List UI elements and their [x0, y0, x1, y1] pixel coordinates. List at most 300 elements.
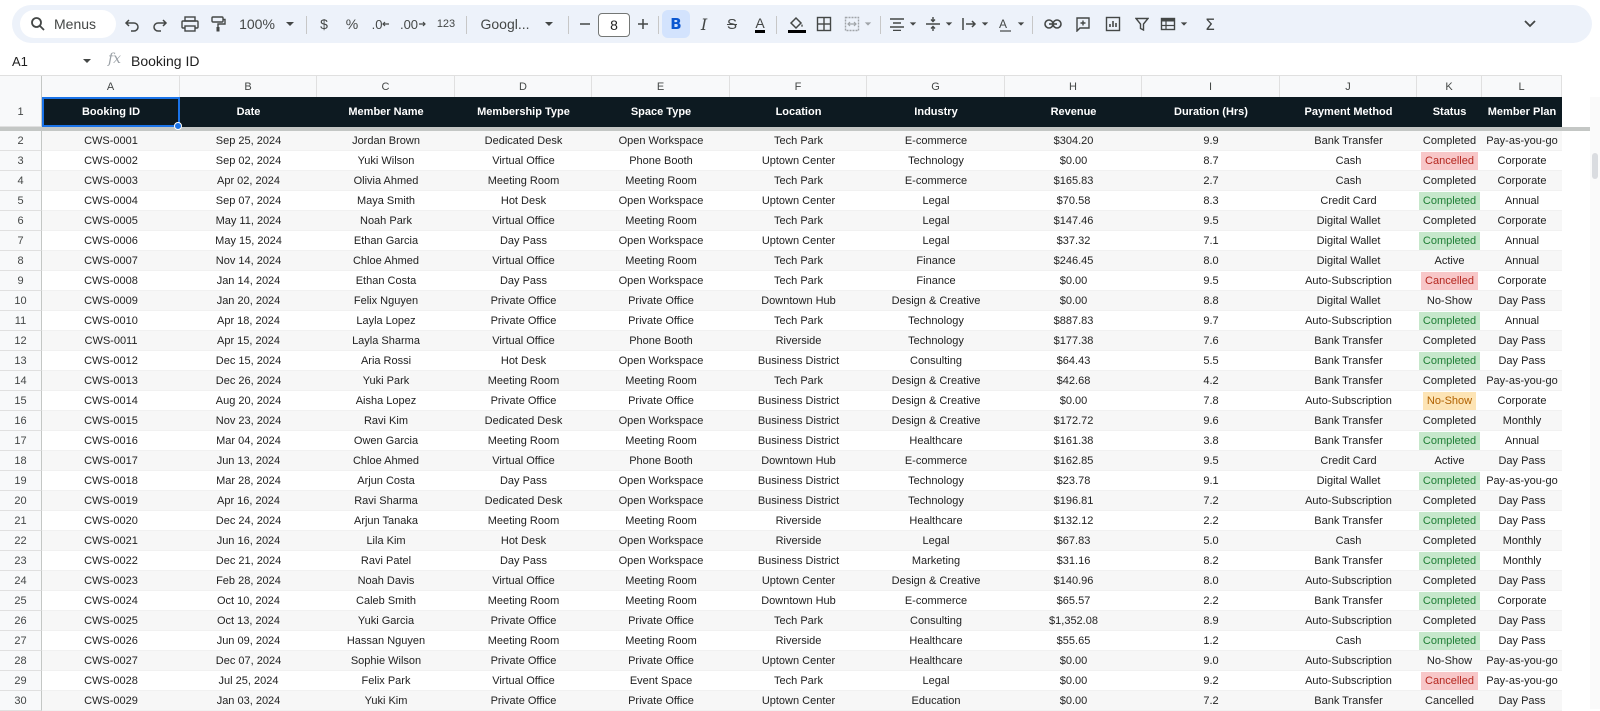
table-cell[interactable]: CWS-0005 [42, 211, 180, 231]
table-cell[interactable]: Bank Transfer [1280, 371, 1417, 391]
zoom-select[interactable] [236, 5, 298, 43]
table-cell[interactable]: Annual [1482, 431, 1562, 451]
row-number[interactable]: 3 [0, 151, 42, 171]
table-cell[interactable]: Arjun Costa [317, 471, 455, 491]
undo-button[interactable] [120, 5, 144, 43]
row-number[interactable]: 22 [0, 531, 42, 551]
print-button[interactable] [178, 5, 202, 43]
borders-button[interactable] [812, 5, 836, 43]
table-cell[interactable]: Corporate [1482, 211, 1562, 231]
table-cell[interactable]: Day Pass [455, 471, 592, 491]
table-cell[interactable]: Bank Transfer [1280, 431, 1417, 451]
table-cell[interactable]: $140.96 [1005, 571, 1142, 591]
table-cell[interactable]: Marketing [867, 551, 1005, 571]
row-number[interactable]: 25 [0, 591, 42, 611]
insert-chart-button[interactable] [1100, 5, 1126, 43]
table-cell[interactable]: Open Workspace [592, 191, 730, 211]
table-cell[interactable]: 9.0 [1142, 651, 1280, 671]
table-cell[interactable]: Yuki Kim [317, 691, 455, 711]
table-cell[interactable]: Hot Desk [455, 351, 592, 371]
table-cell[interactable]: $0.00 [1005, 151, 1142, 171]
table-cell[interactable]: $42.68 [1005, 371, 1142, 391]
table-cell[interactable]: Private Office [592, 651, 730, 671]
table-cell[interactable] [1417, 671, 1482, 691]
table-cell[interactable]: $67.83 [1005, 531, 1142, 551]
column-header-i[interactable]: I [1142, 76, 1280, 98]
functions-button[interactable] [1198, 5, 1222, 43]
table-cell[interactable]: Business District [730, 431, 867, 451]
table-cell[interactable]: Nov 23, 2024 [180, 411, 317, 431]
table-cell[interactable]: Annual [1482, 191, 1562, 211]
table-cell[interactable]: $37.32 [1005, 231, 1142, 251]
table-cell[interactable]: Finance [867, 271, 1005, 291]
table-cell[interactable]: CWS-0029 [42, 691, 180, 711]
table-cell[interactable]: Dec 21, 2024 [180, 551, 317, 571]
table-cell[interactable]: $23.78 [1005, 471, 1142, 491]
table-cell[interactable] [1417, 411, 1482, 431]
strikethrough-button[interactable] [720, 5, 744, 43]
column-header-d[interactable]: D [455, 76, 592, 98]
table-cell[interactable] [1417, 391, 1482, 411]
table-cell[interactable]: Private Office [592, 311, 730, 331]
table-cell[interactable]: Open Workspace [592, 491, 730, 511]
table-view-button[interactable] [1156, 5, 1192, 43]
table-cell[interactable]: Open Workspace [592, 471, 730, 491]
table-cell[interactable]: Meeting Room [592, 171, 730, 191]
table-cell[interactable]: E-commerce [867, 451, 1005, 471]
row-number[interactable]: 27 [0, 631, 42, 651]
table-cell[interactable]: Dedicated Desk [455, 131, 592, 151]
insert-link-button[interactable] [1040, 5, 1066, 43]
table-cell[interactable]: Ethan Costa [317, 271, 455, 291]
table-cell[interactable]: Apr 16, 2024 [180, 491, 317, 511]
table-cell[interactable]: Private Office [592, 691, 730, 711]
table-cell[interactable] [1417, 331, 1482, 351]
table-cell[interactable]: May 11, 2024 [180, 211, 317, 231]
table-cell[interactable]: Virtual Office [455, 571, 592, 591]
table-cell[interactable]: Layla Lopez [317, 311, 455, 331]
table-cell[interactable]: Hot Desk [455, 191, 592, 211]
header-cell[interactable]: Location [730, 97, 867, 127]
search-menus-button[interactable] [20, 10, 116, 38]
table-cell[interactable]: Digital Wallet [1280, 291, 1417, 311]
table-cell[interactable]: $1,352.08 [1005, 611, 1142, 631]
table-cell[interactable]: Design & Creative [867, 291, 1005, 311]
table-cell[interactable]: CWS-0024 [42, 591, 180, 611]
table-cell[interactable]: 9.6 [1142, 411, 1280, 431]
table-cell[interactable]: Day Pass [1482, 291, 1562, 311]
header-cell[interactable]: Payment Method [1280, 97, 1417, 127]
text-wrapping-button[interactable] [958, 5, 992, 43]
row-number[interactable]: 15 [0, 391, 42, 411]
table-cell[interactable] [1417, 631, 1482, 651]
row-number[interactable]: 16 [0, 411, 42, 431]
vertical-scrollbar[interactable] [1590, 97, 1600, 709]
header-cell[interactable]: Duration (Hrs) [1142, 97, 1280, 127]
table-cell[interactable]: Open Workspace [592, 411, 730, 431]
column-header-h[interactable]: H [1005, 76, 1142, 98]
table-cell[interactable]: CWS-0010 [42, 311, 180, 331]
table-cell[interactable]: Open Workspace [592, 551, 730, 571]
table-cell[interactable]: CWS-0006 [42, 231, 180, 251]
table-cell[interactable]: Healthcare [867, 631, 1005, 651]
row-number[interactable]: 18 [0, 451, 42, 471]
table-cell[interactable]: Bank Transfer [1280, 511, 1417, 531]
table-cell[interactable]: Monthly [1482, 551, 1562, 571]
table-cell[interactable]: Legal [867, 531, 1005, 551]
table-cell[interactable]: Oct 10, 2024 [180, 591, 317, 611]
table-cell[interactable]: Pay-as-you-go [1482, 651, 1562, 671]
table-cell[interactable]: Corporate [1482, 151, 1562, 171]
table-cell[interactable]: CWS-0015 [42, 411, 180, 431]
percent-format-button[interactable] [342, 5, 362, 43]
table-cell[interactable]: Open Workspace [592, 231, 730, 251]
table-cell[interactable]: Day Pass [455, 551, 592, 571]
table-cell[interactable]: Finance [867, 251, 1005, 271]
table-cell[interactable]: CWS-0016 [42, 431, 180, 451]
table-cell[interactable]: CWS-0019 [42, 491, 180, 511]
collapse-toolbar-button[interactable] [1518, 5, 1542, 43]
table-cell[interactable]: Aug 20, 2024 [180, 391, 317, 411]
table-cell[interactable]: Corporate [1482, 171, 1562, 191]
row-number[interactable]: 19 [0, 471, 42, 491]
table-cell[interactable]: Day Pass [1482, 611, 1562, 631]
table-cell[interactable]: Lila Kim [317, 531, 455, 551]
row-number[interactable]: 11 [0, 311, 42, 331]
row-number[interactable]: 13 [0, 351, 42, 371]
table-cell[interactable]: Meeting Room [592, 511, 730, 531]
table-cell[interactable]: Noah Davis [317, 571, 455, 591]
table-cell[interactable]: $0.00 [1005, 271, 1142, 291]
table-cell[interactable] [1417, 451, 1482, 471]
table-cell[interactable]: Meeting Room [455, 591, 592, 611]
table-cell[interactable]: Healthcare [867, 511, 1005, 531]
column-header-c[interactable]: C [317, 76, 455, 98]
table-cell[interactable]: Jun 09, 2024 [180, 631, 317, 651]
row-number[interactable]: 9 [0, 271, 42, 291]
table-cell[interactable]: Event Space [592, 671, 730, 691]
table-cell[interactable]: 8.0 [1142, 571, 1280, 591]
table-cell[interactable]: Meeting Room [592, 571, 730, 591]
table-cell[interactable]: Dec 07, 2024 [180, 651, 317, 671]
table-cell[interactable]: $172.72 [1005, 411, 1142, 431]
table-cell[interactable] [1417, 231, 1482, 251]
table-cell[interactable]: Dedicated Desk [455, 411, 592, 431]
filter-button[interactable] [1130, 5, 1154, 43]
table-cell[interactable]: Education [867, 691, 1005, 711]
table-cell[interactable]: Virtual Office [455, 451, 592, 471]
table-cell[interactable] [1417, 511, 1482, 531]
table-cell[interactable]: Meeting Room [455, 171, 592, 191]
table-cell[interactable]: Jan 03, 2024 [180, 691, 317, 711]
table-cell[interactable]: CWS-0021 [42, 531, 180, 551]
table-cell[interactable]: Technology [867, 491, 1005, 511]
table-cell[interactable]: $31.16 [1005, 551, 1142, 571]
row-number[interactable]: 6 [0, 211, 42, 231]
table-cell[interactable] [1417, 171, 1482, 191]
row-number[interactable]: 29 [0, 671, 42, 691]
table-cell[interactable] [1417, 651, 1482, 671]
table-cell[interactable]: Meeting Room [592, 431, 730, 451]
table-cell[interactable]: Open Workspace [592, 271, 730, 291]
row-number[interactable]: 14 [0, 371, 42, 391]
table-cell[interactable] [1417, 551, 1482, 571]
table-cell[interactable]: Tech Park [730, 171, 867, 191]
table-cell[interactable]: Meeting Room [592, 631, 730, 651]
table-cell[interactable]: 8.7 [1142, 151, 1280, 171]
table-cell[interactable]: 9.9 [1142, 131, 1280, 151]
table-cell[interactable]: $0.00 [1005, 291, 1142, 311]
table-cell[interactable]: $55.65 [1005, 631, 1142, 651]
table-cell[interactable]: 9.5 [1142, 211, 1280, 231]
table-cell[interactable]: 7.1 [1142, 231, 1280, 251]
table-cell[interactable]: Technology [867, 331, 1005, 351]
table-cell[interactable]: Apr 15, 2024 [180, 331, 317, 351]
table-cell[interactable]: 2.7 [1142, 171, 1280, 191]
table-cell[interactable]: 1.2 [1142, 631, 1280, 651]
table-cell[interactable]: Corporate [1482, 271, 1562, 291]
table-cell[interactable]: Legal [867, 671, 1005, 691]
table-cell[interactable]: Tech Park [730, 251, 867, 271]
table-cell[interactable]: 5.0 [1142, 531, 1280, 551]
row-number[interactable]: 30 [0, 691, 42, 711]
table-cell[interactable]: Digital Wallet [1280, 211, 1417, 231]
table-cell[interactable]: Legal [867, 211, 1005, 231]
table-cell[interactable]: Meeting Room [592, 371, 730, 391]
row-number[interactable]: 24 [0, 571, 42, 591]
table-cell[interactable]: Private Office [455, 611, 592, 631]
table-cell[interactable]: Meeting Room [592, 251, 730, 271]
table-cell[interactable]: Downtown Hub [730, 591, 867, 611]
table-cell[interactable]: Felix Park [317, 671, 455, 691]
table-cell[interactable]: Sep 02, 2024 [180, 151, 317, 171]
text-color-button[interactable] [748, 5, 772, 43]
table-cell[interactable]: Corporate [1482, 591, 1562, 611]
table-cell[interactable] [1417, 151, 1482, 171]
table-cell[interactable]: Bank Transfer [1280, 591, 1417, 611]
table-cell[interactable]: E-commerce [867, 131, 1005, 151]
row-number[interactable]: 4 [0, 171, 42, 191]
table-cell[interactable]: Downtown Hub [730, 291, 867, 311]
table-cell[interactable]: Business District [730, 411, 867, 431]
table-cell[interactable]: Bank Transfer [1280, 551, 1417, 571]
header-cell[interactable]: Membership Type [455, 97, 592, 127]
table-cell[interactable]: Downtown Hub [730, 451, 867, 471]
table-cell[interactable]: Monthly [1482, 531, 1562, 551]
name-box[interactable] [12, 48, 92, 74]
table-cell[interactable]: Dec 26, 2024 [180, 371, 317, 391]
table-cell[interactable]: Dedicated Desk [455, 491, 592, 511]
table-cell[interactable]: Owen Garcia [317, 431, 455, 451]
table-cell[interactable]: Tech Park [730, 131, 867, 151]
table-cell[interactable]: Design & Creative [867, 371, 1005, 391]
fill-handle[interactable] [174, 122, 182, 130]
table-cell[interactable]: 8.3 [1142, 191, 1280, 211]
bold-button[interactable] [662, 10, 690, 38]
table-cell[interactable]: Jul 25, 2024 [180, 671, 317, 691]
table-cell[interactable] [1417, 251, 1482, 271]
table-cell[interactable]: Healthcare [867, 651, 1005, 671]
table-cell[interactable]: Cash [1280, 531, 1417, 551]
table-cell[interactable]: Auto-Subscription [1280, 611, 1417, 631]
column-header-j[interactable]: J [1280, 76, 1417, 98]
table-cell[interactable]: 4.2 [1142, 371, 1280, 391]
table-cell[interactable]: Meeting Room [592, 591, 730, 611]
table-cell[interactable]: 5.5 [1142, 351, 1280, 371]
table-cell[interactable]: $70.58 [1005, 191, 1142, 211]
table-cell[interactable]: Ethan Garcia [317, 231, 455, 251]
table-cell[interactable]: Nov 14, 2024 [180, 251, 317, 271]
table-cell[interactable]: Yuki Park [317, 371, 455, 391]
table-cell[interactable]: E-commerce [867, 171, 1005, 191]
table-cell[interactable]: Day Pass [1482, 571, 1562, 591]
table-cell[interactable]: Digital Wallet [1280, 471, 1417, 491]
row-number[interactable]: 10 [0, 291, 42, 311]
table-cell[interactable] [1417, 471, 1482, 491]
table-cell[interactable]: 7.8 [1142, 391, 1280, 411]
table-cell[interactable]: $161.38 [1005, 431, 1142, 451]
table-cell[interactable]: CWS-0026 [42, 631, 180, 651]
table-cell[interactable]: Design & Creative [867, 391, 1005, 411]
table-cell[interactable]: CWS-0001 [42, 131, 180, 151]
table-cell[interactable]: Sep 25, 2024 [180, 131, 317, 151]
table-cell[interactable]: Ravi Kim [317, 411, 455, 431]
table-cell[interactable]: Jan 14, 2024 [180, 271, 317, 291]
table-cell[interactable]: CWS-0004 [42, 191, 180, 211]
table-cell[interactable] [1417, 271, 1482, 291]
table-cell[interactable]: Mar 28, 2024 [180, 471, 317, 491]
table-cell[interactable]: Layla Sharma [317, 331, 455, 351]
table-cell[interactable]: CWS-0012 [42, 351, 180, 371]
row-number[interactable]: 26 [0, 611, 42, 631]
insert-comment-button[interactable] [1070, 5, 1096, 43]
table-cell[interactable]: Apr 02, 2024 [180, 171, 317, 191]
table-cell[interactable]: Oct 13, 2024 [180, 611, 317, 631]
row-number[interactable]: 21 [0, 511, 42, 531]
table-cell[interactable]: $0.00 [1005, 691, 1142, 711]
increase-decimal-button[interactable] [398, 5, 428, 43]
table-cell[interactable]: Open Workspace [592, 131, 730, 151]
decrease-decimal-button[interactable] [368, 5, 394, 43]
table-cell[interactable]: Riverside [730, 531, 867, 551]
table-cell[interactable]: Auto-Subscription [1280, 651, 1417, 671]
table-cell[interactable]: Noah Park [317, 211, 455, 231]
table-cell[interactable]: Tech Park [730, 211, 867, 231]
table-cell[interactable]: Meeting Room [455, 431, 592, 451]
table-cell[interactable] [1417, 351, 1482, 371]
header-cell[interactable]: Status [1417, 97, 1482, 127]
table-cell[interactable]: CWS-0009 [42, 291, 180, 311]
table-cell[interactable]: Technology [867, 471, 1005, 491]
table-cell[interactable]: Ravi Patel [317, 551, 455, 571]
table-cell[interactable]: Meeting Room [455, 631, 592, 651]
table-cell[interactable]: Private Office [592, 391, 730, 411]
table-cell[interactable]: Consulting [867, 611, 1005, 631]
table-cell[interactable]: Apr 18, 2024 [180, 311, 317, 331]
table-cell[interactable]: Tech Park [730, 371, 867, 391]
font-size-input[interactable]: 8 [598, 13, 630, 37]
table-cell[interactable]: Day Pass [1482, 511, 1562, 531]
table-cell[interactable]: Jun 16, 2024 [180, 531, 317, 551]
table-cell[interactable]: $165.83 [1005, 171, 1142, 191]
table-cell[interactable]: 9.5 [1142, 451, 1280, 471]
table-cell[interactable] [1417, 571, 1482, 591]
table-cell[interactable]: Sep 07, 2024 [180, 191, 317, 211]
row-number[interactable]: 1 [0, 97, 42, 127]
table-cell[interactable]: Uptown Center [730, 151, 867, 171]
header-cell[interactable]: Industry [867, 97, 1005, 127]
row-number[interactable]: 8 [0, 251, 42, 271]
table-cell[interactable]: 8.2 [1142, 551, 1280, 571]
table-cell[interactable]: Auto-Subscription [1280, 391, 1417, 411]
table-cell[interactable]: CWS-0002 [42, 151, 180, 171]
table-cell[interactable]: Technology [867, 151, 1005, 171]
table-cell[interactable]: Tech Park [730, 611, 867, 631]
table-cell[interactable]: Arjun Tanaka [317, 511, 455, 531]
table-cell[interactable]: Open Workspace [592, 531, 730, 551]
table-cell[interactable]: Aisha Lopez [317, 391, 455, 411]
table-cell[interactable]: Private Office [455, 311, 592, 331]
font-family-select[interactable] [472, 5, 562, 43]
table-cell[interactable]: Aria Rossi [317, 351, 455, 371]
table-cell[interactable]: Feb 28, 2024 [180, 571, 317, 591]
table-cell[interactable]: Business District [730, 351, 867, 371]
table-cell[interactable]: Meeting Room [455, 371, 592, 391]
table-cell[interactable]: Digital Wallet [1280, 251, 1417, 271]
table-cell[interactable]: Chloe Ahmed [317, 451, 455, 471]
formula-input[interactable]: Booking ID [131, 53, 200, 69]
row-number[interactable]: 5 [0, 191, 42, 211]
table-cell[interactable]: Jan 20, 2024 [180, 291, 317, 311]
table-cell[interactable]: CWS-0018 [42, 471, 180, 491]
table-cell[interactable]: Tech Park [730, 271, 867, 291]
table-cell[interactable]: Healthcare [867, 431, 1005, 451]
table-cell[interactable]: CWS-0008 [42, 271, 180, 291]
table-cell[interactable]: 8.0 [1142, 251, 1280, 271]
row-number[interactable]: 20 [0, 491, 42, 511]
table-cell[interactable]: CWS-0028 [42, 671, 180, 691]
table-cell[interactable]: Business District [730, 551, 867, 571]
row-number[interactable]: 12 [0, 331, 42, 351]
merge-cells-button[interactable] [840, 5, 876, 43]
table-cell[interactable]: Hot Desk [455, 531, 592, 551]
table-cell[interactable]: Uptown Center [730, 231, 867, 251]
header-cell[interactable]: Member Plan [1482, 97, 1562, 127]
table-cell[interactable]: Annual [1482, 251, 1562, 271]
table-cell[interactable]: 3.8 [1142, 431, 1280, 451]
table-cell[interactable]: Private Office [592, 291, 730, 311]
table-cell[interactable]: CWS-0025 [42, 611, 180, 631]
table-cell[interactable]: CWS-0013 [42, 371, 180, 391]
table-cell[interactable]: Sophie Wilson [317, 651, 455, 671]
table-cell[interactable]: Phone Booth [592, 451, 730, 471]
vertical-align-button[interactable] [922, 5, 956, 43]
row-number[interactable]: 23 [0, 551, 42, 571]
horizontal-align-button[interactable] [886, 5, 920, 43]
table-cell[interactable] [1417, 211, 1482, 231]
table-cell[interactable]: 9.2 [1142, 671, 1280, 691]
row-number[interactable]: 7 [0, 231, 42, 251]
table-cell[interactable]: $246.45 [1005, 251, 1142, 271]
table-cell[interactable]: Yuki Garcia [317, 611, 455, 631]
header-cell[interactable]: Space Type [592, 97, 730, 127]
table-cell[interactable]: Business District [730, 471, 867, 491]
table-cell[interactable]: Pay-as-you-go [1482, 131, 1562, 151]
table-cell[interactable]: Ravi Sharma [317, 491, 455, 511]
column-header-e[interactable]: E [592, 76, 730, 98]
table-cell[interactable]: Uptown Center [730, 191, 867, 211]
table-cell[interactable]: Pay-as-you-go [1482, 471, 1562, 491]
